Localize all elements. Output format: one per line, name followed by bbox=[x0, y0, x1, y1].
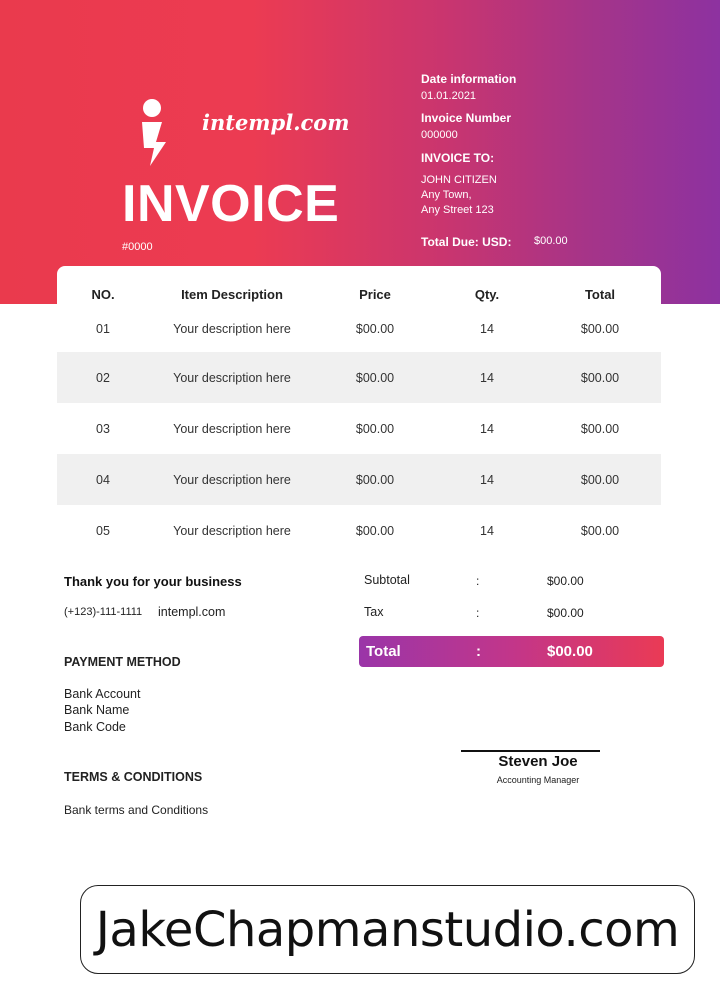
table-row bbox=[57, 505, 661, 556]
column-header-total: Total bbox=[584, 287, 616, 302]
row-price: $00.00 bbox=[355, 321, 395, 336]
table-row bbox=[57, 403, 661, 454]
invoice-to-label: INVOICE TO: bbox=[421, 151, 495, 165]
row-qty: 14 bbox=[480, 321, 494, 336]
subtotal-colon: : bbox=[476, 574, 480, 588]
row-qty: 14 bbox=[480, 370, 494, 385]
customer-street: Any Street 123 bbox=[421, 204, 494, 216]
bank-code-label: Bank Code bbox=[64, 720, 126, 734]
customer-town: Any Town, bbox=[421, 189, 472, 201]
row-total: $00.00 bbox=[580, 321, 620, 336]
brand-name: intempl.com bbox=[202, 110, 350, 135]
bank-name-label: Bank Name bbox=[64, 703, 130, 717]
terms-text: Bank terms and Conditions bbox=[64, 803, 209, 817]
total-label: Total bbox=[366, 643, 401, 660]
payment-method-heading: PAYMENT METHOD bbox=[64, 655, 181, 669]
row-total: $00.00 bbox=[580, 472, 620, 487]
total-due-value: $00.00 bbox=[534, 235, 568, 247]
invoice-number-label: Invoice Number bbox=[421, 111, 512, 125]
row-description: Your description here bbox=[173, 370, 291, 385]
invoice-title: INVOICE bbox=[122, 175, 340, 233]
terms-heading: TERMS & CONDITIONS bbox=[64, 770, 203, 784]
subtotal-value: $00.00 bbox=[547, 574, 584, 588]
row-price: $00.00 bbox=[355, 370, 395, 385]
row-description: Your description here bbox=[173, 321, 291, 336]
row-number: 02 bbox=[96, 370, 110, 385]
column-header-qty: Qty. bbox=[474, 287, 500, 302]
table-row bbox=[57, 454, 661, 505]
thanks-message: Thank you for your business bbox=[64, 574, 242, 589]
column-header-price: Price bbox=[359, 287, 391, 302]
total-value: $00.00 bbox=[547, 643, 593, 660]
phone-number: (+123)-111-1111 bbox=[64, 606, 143, 618]
website-link[interactable]: intempl.com bbox=[158, 605, 226, 619]
row-price: $00.00 bbox=[355, 421, 395, 436]
total-due-label: Total Due: USD: bbox=[421, 235, 512, 249]
tax-colon: : bbox=[476, 606, 480, 620]
signature-line bbox=[461, 750, 600, 752]
table-row bbox=[57, 303, 661, 354]
row-description: Your description here bbox=[173, 421, 291, 436]
subtotal-label: Subtotal bbox=[364, 573, 410, 587]
row-description: Your description here bbox=[173, 523, 291, 538]
row-qty: 14 bbox=[480, 472, 494, 487]
total-bar bbox=[359, 636, 664, 667]
row-number: 04 bbox=[96, 472, 110, 487]
row-total: $00.00 bbox=[580, 370, 620, 385]
row-number: 05 bbox=[96, 523, 110, 538]
row-description: Your description here bbox=[173, 472, 291, 487]
total-colon: : bbox=[476, 643, 481, 660]
row-total: $00.00 bbox=[580, 523, 620, 538]
customer-name: JOHN CITIZEN bbox=[421, 174, 497, 186]
tax-label: Tax bbox=[364, 605, 384, 619]
row-price: $00.00 bbox=[355, 523, 395, 538]
row-number: 01 bbox=[96, 321, 110, 336]
row-number: 03 bbox=[96, 421, 110, 436]
invoice-code: #0000 bbox=[122, 241, 153, 253]
table-row bbox=[57, 352, 661, 403]
row-qty: 14 bbox=[480, 421, 494, 436]
date-label: Date information bbox=[421, 72, 517, 86]
row-qty: 14 bbox=[480, 523, 494, 538]
signer-name: Steven Joe bbox=[498, 753, 578, 770]
tax-value: $00.00 bbox=[547, 606, 584, 620]
watermark-banner: JakeChapmanstudio.com bbox=[80, 885, 695, 974]
bank-account-label: Bank Account bbox=[64, 687, 141, 701]
invoice-number-value: 000000 bbox=[421, 129, 458, 141]
signer-role: Accounting Manager bbox=[496, 775, 580, 785]
row-price: $00.00 bbox=[355, 472, 395, 487]
row-total: $00.00 bbox=[580, 421, 620, 436]
date-value: 01.01.2021 bbox=[421, 90, 477, 102]
person-lightning-icon bbox=[136, 98, 176, 168]
invoice-header bbox=[0, 0, 720, 304]
column-header-description: Item Description bbox=[181, 287, 283, 302]
column-header-no: NO. bbox=[91, 287, 115, 302]
